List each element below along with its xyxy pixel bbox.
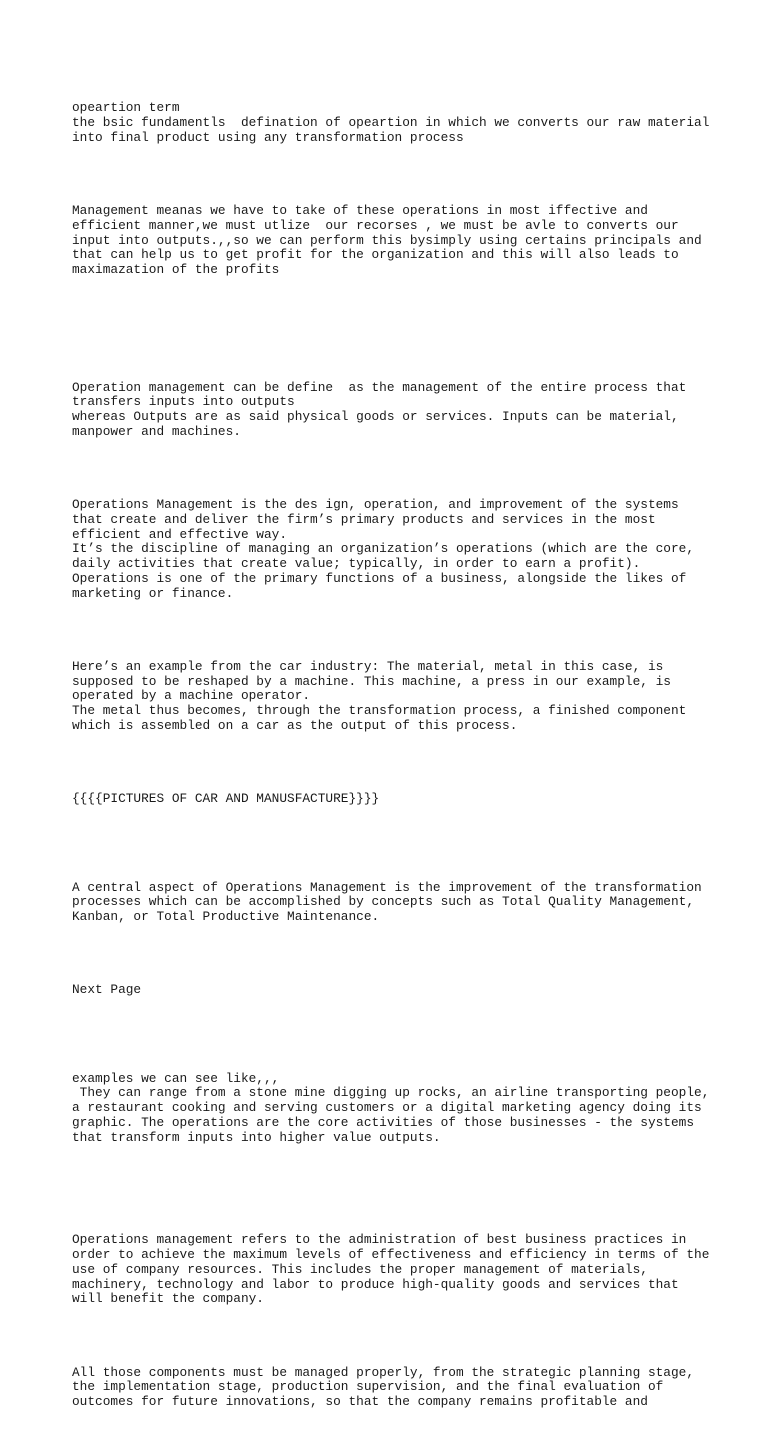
document-body [72,72,712,1439]
text-line: machinery, technology and labor to produce high-quality goods and services that [72,1276,679,1292]
text-line: It’s the discipline of managing an organization’s operations (which are the core, [72,541,695,557]
text-line: into final product using any transformation process [72,129,464,145]
text-line: They can range from a stone mine digging up rocks, an airline transporting people, [72,1085,710,1101]
paragraph-components-managed [72,1366,712,1410]
text-line: All those components must be managed properly, from the strategic planning stage, [72,1364,695,1380]
text-line: the implementation stage, production supervision, and the final evaluation of [72,1379,664,1395]
text-line: Management meanas we have to take of these operations in most iffective and [72,203,648,219]
text-line: A central aspect of Operations Management is the improvement of the transformation [72,879,702,895]
paragraph-administration [72,1233,712,1307]
paragraph-car-industry-example [72,660,712,734]
text-line: manpower and machines. [72,423,241,439]
paragraph-management-meaning [72,204,712,278]
pictures-placeholder [72,792,712,807]
text-line: examples we can see like,,, [72,1070,280,1086]
text-line: maximazation of the profits [72,262,280,278]
text-line: input into outputs.,,so we can perform this bysimply using certains principals and [72,232,702,248]
text-line: marketing or finance. [72,585,234,601]
text-line: that transform inputs into higher value outputs. [72,1129,441,1145]
text-line: Here’s an example from the car industry: The material, metal in this case, is [72,659,664,675]
text-line: Operations is one of the primary functions of a business, alongside the likes of [72,570,687,586]
text-line: efficient manner,we must utlize our recorses , we must be avle to converts our [72,218,679,234]
text-line: supposed to be reshaped by a machine. This machine, a press in our example, is [72,673,671,689]
text-line: {{{{PICTURES OF CAR AND MANUSFACTURE}}}} [72,791,380,807]
text-line: Operations Management is the des ign, operation, and improvement of the systems [72,497,679,513]
paragraph-central-aspect [72,881,712,925]
paragraph-operations-management-design [72,498,712,601]
text-line: operated by a machine operator. [72,688,311,704]
text-line: that can help us to get profit for the organization and this will also leads to [72,247,679,263]
paragraph-examples [72,1072,712,1146]
text-line: opeartion term [72,100,180,116]
text-line: that create and deliver the firm’s primary products and services in the most [72,512,656,528]
text-line: Next Page [72,982,142,998]
paragraph-operation-management-definition [72,381,712,440]
paragraph-operation-term [72,101,712,145]
text-line: which is assembled on a car as the output of this process. [72,717,518,733]
text-line: order to achieve the maximum levels of effectiveness and efficiency in terms of the [72,1247,710,1263]
text-line: Operation management can be define as the management of the entire process that [72,379,687,395]
text-line: transfers inputs into outputs [72,394,295,410]
text-line: will benefit the company. [72,1291,264,1307]
text-line: outcomes for future innovations, so that the company remains profitable and [72,1394,648,1410]
text-line: graphic. The operations are the core activities of those businesses - the systems [72,1114,695,1130]
text-line: use of company resources. This includes the proper management of materials, [72,1261,648,1277]
text-line: whereas Outputs are as said physical goods or services. Inputs can be material, [72,409,679,425]
text-line: processes which can be accomplished by concepts such as Total Quality Management, [72,894,695,910]
text-line: efficient and effective way. [72,526,288,542]
next-page-marker [72,983,712,998]
text-line: Operations management refers to the administration of best business practices in [72,1232,687,1248]
text-line: The metal thus becomes, through the transformation process, a finished component [72,703,687,719]
text-line: daily activities that create value; typically, in order to earn a profit). [72,556,641,572]
text-line: a restaurant cooking and serving customers or a digital marketing agency doing its [72,1100,702,1116]
text-line: the bsic fundamentls defination of opeartion in which we converts our raw material [72,115,710,131]
text-line: Kanban, or Total Productive Maintenance. [72,908,380,924]
